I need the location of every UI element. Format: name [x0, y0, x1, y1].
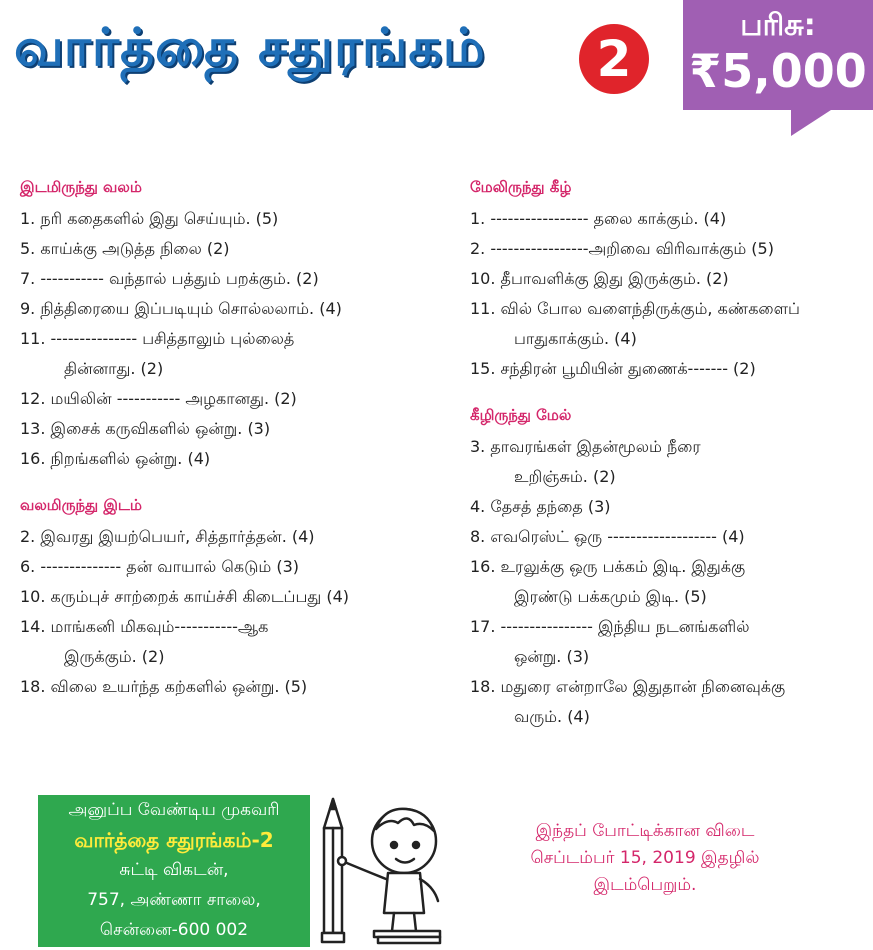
clue-item [20, 672, 440, 702]
clue-continuation: இருக்கும். (2) [64, 647, 165, 666]
left-to-right-heading: இடமிருந்து வலம் [20, 178, 142, 196]
clue-text: 9. நித்திரையை இப்படியும் சொல்லலாம். (4) [20, 299, 342, 318]
clue-item [470, 522, 870, 552]
clue-continuation: இரண்டு பக்கமும் இடி. (5) [514, 587, 707, 606]
clue-text: 5. காய்க்கு அடுத்த நிலை (2) [20, 239, 230, 258]
clue-text: 10. தீபாவளிக்கு இது இருக்கும். (2) [470, 269, 729, 288]
clue-text: 18. மதுரை என்றாலே இதுதான் நினைவுக்கு [470, 677, 786, 696]
clue-item [20, 204, 440, 234]
clue-text: 8. எவரெஸ்ட் ஒரு ------------------- (4) [470, 527, 745, 546]
clue-text: 16. உரலுக்கு ஒரு பக்கம் இடி. இதுக்கு [470, 557, 746, 576]
address-line1: சுட்டி விகடன், [119, 860, 229, 880]
clue-text: 10. கரும்புச் சாற்றைக் காய்ச்சி கிடைப்பது (4) [20, 587, 349, 606]
left-column [20, 178, 440, 724]
clue-continuation: உறிஞ்சும். (2) [514, 467, 616, 486]
clue-continuation: தின்னாது. (2) [64, 359, 164, 378]
prize-box [683, 0, 873, 110]
clue-text: 2. இவரது இயற்பெயர், சித்தார்த்தன். (4) [20, 527, 315, 546]
clue-item [470, 234, 870, 264]
bottom-to-top-heading: கீழிருந்து மேல் [470, 406, 572, 424]
top-to-bottom-section [470, 178, 870, 384]
clue-text: 6. -------------- தன் வாயால் கெடும் (3) [20, 557, 299, 576]
address-line2: 757, அண்ணா சாலை, [87, 890, 261, 910]
clue-item [470, 552, 870, 612]
issue-number-badge: 2 [579, 24, 649, 94]
clue-item [20, 414, 440, 444]
right-column [470, 178, 870, 754]
clue-item [20, 582, 440, 612]
clue-text: 15. சந்திரன் பூமியின் துணைக்------- (2) [470, 359, 756, 378]
clue-item [20, 384, 440, 414]
clue-item [20, 324, 440, 384]
clue-continuation: வரும். (4) [514, 707, 590, 726]
right-to-left-section [20, 496, 440, 702]
clue-text: 3. தாவரங்கள் இதன்மூலம் நீரை [470, 437, 701, 456]
clue-continuation: ஒன்று. (3) [514, 647, 590, 666]
clue-item [20, 444, 440, 474]
clue-item [470, 264, 870, 294]
address-line3: சென்னை-600 002 [99, 920, 249, 940]
clue-text: 12. மயிலின் ----------- அழகானது. (2) [20, 389, 297, 408]
clue-item [20, 264, 440, 294]
clue-continuation: பாதுகாக்கும். (4) [514, 329, 637, 348]
clue-text: 1. நரி கதைகளில் இது செய்யும். (5) [20, 209, 279, 228]
notice-line2: செப்டம்பர் 15, 2019 இதழில் [530, 848, 760, 868]
clue-text: 14. மாங்கனி மிகவும்-----------ஆக [20, 617, 269, 636]
notice-line3: இடம்பெறும். [593, 875, 697, 895]
clue-item [20, 522, 440, 552]
kid-with-pencil-illustration [316, 793, 464, 945]
clue-text: 1. ----------------- தலை காக்கும். (4) [470, 209, 727, 228]
address-label: அனுப்ப வேண்டிய முகவரி [68, 800, 280, 820]
prize-amount: ₹5,000 [689, 44, 867, 98]
clue-item [470, 204, 870, 234]
answer-notice [500, 818, 790, 899]
clue-item [470, 492, 870, 522]
clue-text: 4. தேசத் தந்தை (3) [470, 497, 611, 516]
bottom-to-top-section [470, 406, 870, 732]
clue-text: 17. ---------------- இந்திய நடனங்களில் [470, 617, 750, 636]
clue-text: 16. நிறங்களில் ஒன்று. (4) [20, 449, 211, 468]
clue-item [470, 672, 870, 732]
clue-item [20, 234, 440, 264]
clue-text: 7. ----------- வந்தால் பத்தும் பறக்கும். (2) [20, 269, 319, 288]
clue-text: 13. இசைக் கருவிகளில் ஒன்று. (3) [20, 419, 271, 438]
prize-label: பரிசு: [740, 8, 816, 43]
address-box [38, 795, 310, 947]
right-to-left-heading: வலமிருந்து இடம் [20, 496, 142, 514]
left-to-right-section [20, 178, 440, 474]
address-name: வார்த்தை சதுரங்கம்-2 [74, 828, 274, 852]
clue-item [470, 294, 870, 354]
clue-text: 2. -----------------அறிவை விரிவாக்கும் (5) [470, 239, 774, 258]
clue-text: 11. --------------- பசித்தாலும் புல்லைத் [20, 329, 295, 348]
clue-text: 11. வில் போல வளைந்திருக்கும், கண்களைப் [470, 299, 800, 318]
clue-item [20, 294, 440, 324]
clue-item [20, 552, 440, 582]
clue-item [20, 612, 440, 672]
top-to-bottom-heading: மேலிருந்து கீழ் [470, 178, 572, 196]
clue-item [470, 612, 870, 672]
notice-line1: இந்தப் போட்டிக்கான விடை [535, 821, 755, 841]
clue-item [470, 432, 870, 492]
clue-item [470, 354, 870, 384]
page-title: வார்த்தை சதுரங்கம் [14, 18, 486, 78]
clue-text: 18. விலை உயர்ந்த கற்களில் ஒன்று. (5) [20, 677, 308, 696]
